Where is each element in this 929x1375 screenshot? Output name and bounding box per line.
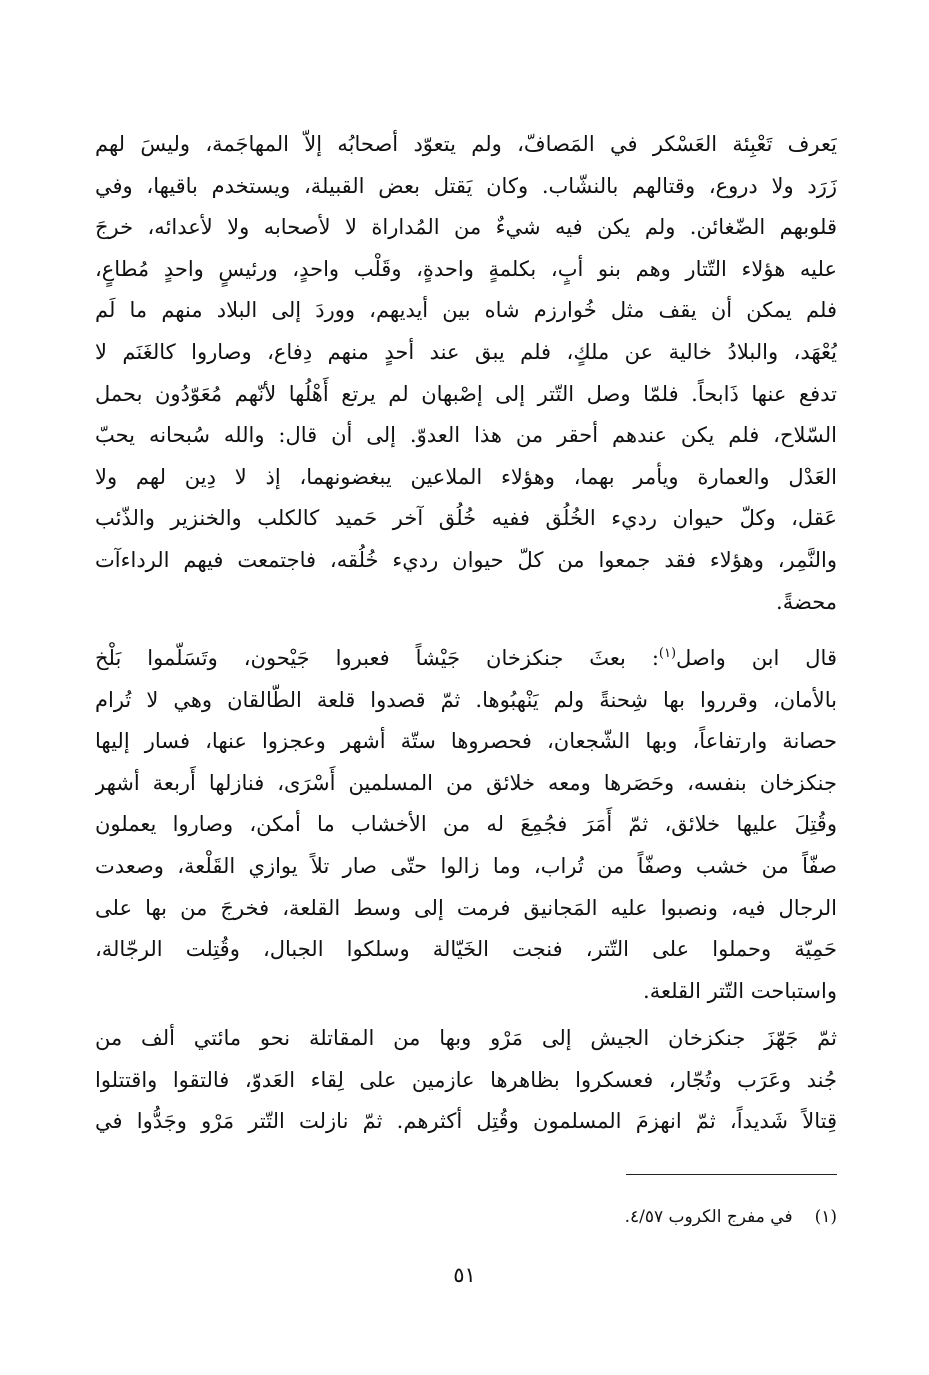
text-line: واستباحت التّتر القلعة. [643, 978, 837, 1003]
text-line: فلم يمكن أن يقف مثل خُوارزم شاه بين أيديهم، ووردَ إلى البلاد منهم ما لَم [95, 298, 837, 323]
text-line: عَقل، وكلّ حيوان رديء الخُلُق ففيه خُلُق آخر حَميد كالكلب والخنزير والذّئب [95, 506, 837, 531]
text-line: ثمّ جَهّزَ جنكزخان الجيش إلى مَرْو وبها من المقاتلة نحو مائتي ألف من [95, 1026, 837, 1050]
footnote-text: في مفرج الكروب ٤/٥٧. [624, 1207, 793, 1227]
text-line: حَمِيّة وحملوا على التّتر، فنجت الخَيّالة وسلكوا الجبال، وقُتِلت الرجّالة، [95, 937, 837, 962]
text-line: تدفع عنها ذَابحاً. فلمّا وصل التّتر إلى إصْبهان لم يرتع أَهْلُها لأنّهم مُعَوّدُون بحمل [95, 381, 837, 406]
paragraph-1 [95, 124, 837, 623]
text-line: قِتالاً شَديداً، ثمّ انهزمَ المسلمون وقُتِل أكثرهم. ثمّ نازلت التّتر مَرْو وجَدُّوا في [95, 1109, 837, 1134]
line-text: قال ابن واصل$^{(١)}$: بعثَ جنكزخان جَيْشاً فعبروا جَيْحون، وتَسَلّموا بَلْخ [95, 646, 837, 670]
text-line: جُند وعَرَب وتُجّار، فعسكروا بظاهرها عازمين على لِقاء العَدوّ، فالتقوا واقتتلوا [95, 1067, 837, 1092]
text-line: السّلاح، فلم يكن عندهم أحقر من هذا العدوّ. إلى أن قال: والله سُبحانه يحبّ [95, 423, 837, 448]
footnote-divider [626, 1174, 837, 1175]
paragraph-2 [95, 638, 837, 1012]
text-line: صفّاً من خشب وصفّاً من تُراب، وما زالوا حتّى صار تلاً يوازي القَلْعة، وصعدت [95, 853, 837, 878]
text-line: والنَّمِر، وهؤلاء فقد جمعوا من كلّ حيوان رديء خُلُقه، فاجتمعت فيهم الرداءآت [95, 547, 837, 572]
text-line: عليه هؤلاء التّتار وهم بنو أبٍ، بكلمةٍ واحدةٍ، وقَلْب واحدٍ، ورئيسٍ واحدٍ مُطاعٍ، [95, 256, 837, 281]
footnote-reference[interactable]: (١) [658, 646, 677, 661]
page-number: ٥١ [453, 1263, 476, 1287]
text-line: وقُتِلَ عليها خلائق، ثمّ أَمَرَ فجُمِعَ له من الأخشاب ما أمكن، وصاروا يعملون [95, 812, 837, 837]
text-line-with-footnote-ref [95, 638, 837, 680]
text-line: يُعْهَد، والبلادُ خالية عن ملكٍ، فلم يبق عند أحدٍ منهم دِفاع، وصاروا كالغَنَم لا [95, 339, 837, 364]
text-line: بالأمان، وقرروا بها شِحنةً ولم يَنْهبُوها. ثمّ قصدوا قلعة الطّالقان وهي لا تُرام [95, 687, 837, 712]
text-line: حصانة وارتفاعاً، وبها الشّجعان، فحصروها ستّة أشهر وعجزوا عنها، فسار إليها [95, 729, 837, 754]
text-line: يَعرف تَعْبِئة العَسْكر في المَصافّ، ولم يتعوّد أصحابُه إلاّ المهاجَمة، وليسَ لهم [95, 132, 837, 156]
text-line: محضةً. [776, 589, 837, 614]
text-line: العَدْل والعمارة ويأمر بهما، وهؤلاء الملاعين يبغضونهما، إذ لا دِين لهم ولا [95, 464, 837, 489]
text-line: جنكزخان بنفسه، وحَصَرها ومعه خلائق من المسلمين أَسْرَى، فنازلها أَربعة أشهر [95, 770, 837, 795]
text-line: زَرَد ولا دروع، وقتالهم بالنشّاب. وكان يَقتل بعض القبيلة، ويستخدم باقيها، وفي [95, 173, 837, 198]
footnote [625, 1205, 837, 1229]
footnote-marker: (١) [814, 1207, 837, 1227]
paragraph-3 [95, 1018, 837, 1143]
text-line: قلوبهم الضّغائن. ولم يكن فيه شيءٌ من المُداراة لا لأصحابه ولا لأعدائه، خرجَ [95, 215, 837, 240]
text-line: الرجال فيه، ونصبوا عليه المَجانيق فرمت إلى وسط القلعة، فخرجَ من بها على [95, 895, 837, 920]
